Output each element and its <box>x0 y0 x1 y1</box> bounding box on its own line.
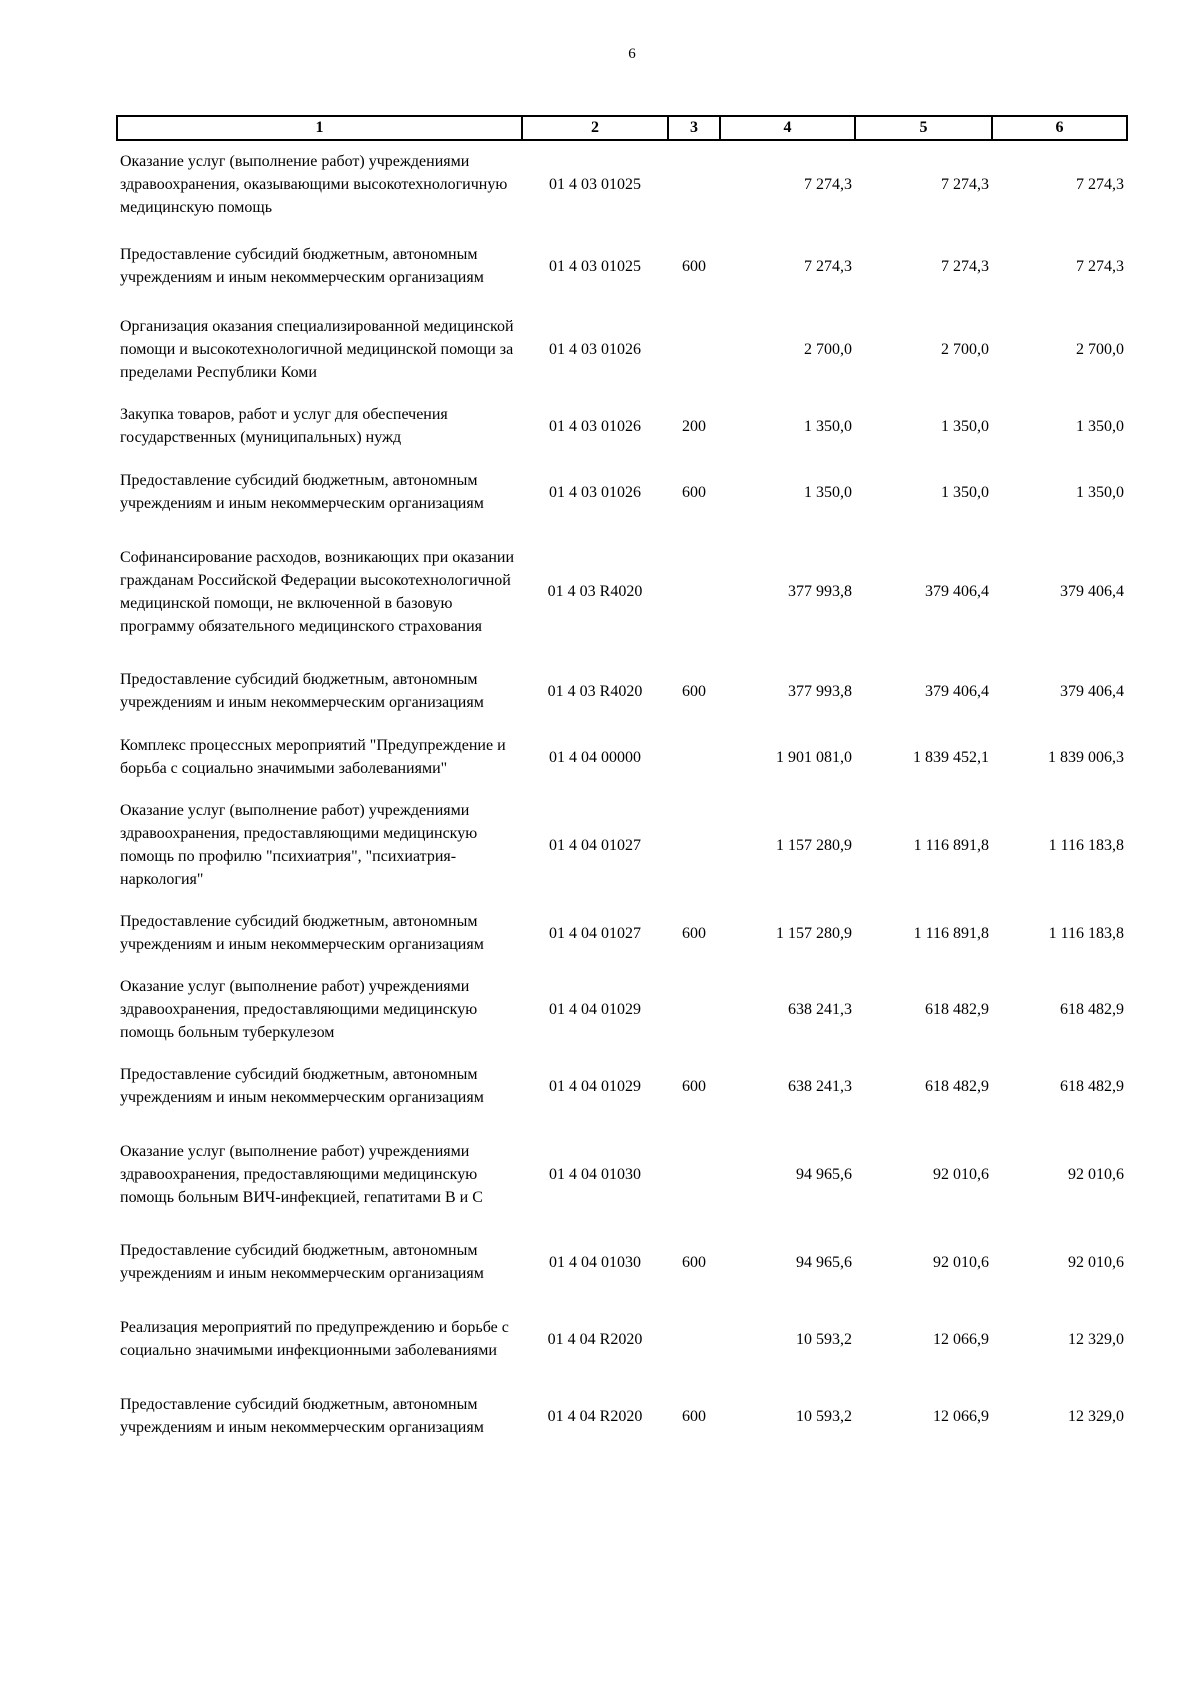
row-amount-col5: 7 274,3 <box>941 175 989 193</box>
table-row <box>117 1229 1127 1295</box>
table-row <box>117 227 1127 305</box>
table-row <box>117 1119 1127 1229</box>
row-name: Оказание услуг (выполнение работ) учреждениями здравоохранения, предоставляющими медицинскую помощь больным туберкулезом <box>120 978 478 1041</box>
row-amount-col4: 94 965,6 <box>796 1253 852 1271</box>
header-col-1: 1 <box>117 116 522 140</box>
row-amount-col6: 92 010,6 <box>1068 1165 1124 1183</box>
row-amount-col4: 1 157 280,9 <box>776 836 852 854</box>
row-target-code: 01 4 03 R4020 <box>547 583 643 600</box>
row-name: Софинансирование расходов, возникающих при оказании гражданам Российской Федерации высокотехнологичной медицинской помощи, не включенной в базовую программу обязательного медицинского страхования <box>120 548 515 635</box>
row-amount-col6: 1 116 183,8 <box>1048 924 1124 942</box>
row-name: Оказание услуг (выполнение работ) учреждениями здравоохранения, предоставляющими медицинскую помощь по профилю "психиатрия", "психиатрия-наркология" <box>120 802 478 888</box>
row-name: Закупка товаров, работ и услуг для обеспечения государственных (муниципальных) нужд <box>120 406 448 446</box>
row-amount-col6: 12 329,0 <box>1068 1330 1124 1348</box>
row-amount-col6: 379 406,4 <box>1060 583 1124 600</box>
row-amount-col5: 618 482,9 <box>925 1001 989 1018</box>
row-amount-col6: 92 010,6 <box>1068 1253 1124 1271</box>
row-amount-col6: 618 482,9 <box>1060 1077 1124 1095</box>
row-target-code: 01 4 04 01029 <box>549 1001 641 1018</box>
table-row <box>117 459 1127 525</box>
row-target-code: 01 4 04 R2020 <box>547 1330 643 1348</box>
row-expense-type <box>668 525 720 658</box>
table-row <box>117 966 1127 1053</box>
row-target-code: 01 4 03 R4020 <box>547 682 643 700</box>
row-target-code: 01 4 04 01029 <box>549 1077 641 1095</box>
row-expense-type: 200 <box>682 417 706 435</box>
row-amount-col6: 1 350,0 <box>1076 417 1124 435</box>
row-amount-col4: 7 274,3 <box>804 257 852 275</box>
row-amount-col4: 377 993,8 <box>788 583 852 600</box>
row-target-code: 01 4 03 01026 <box>549 417 641 435</box>
row-amount-col5: 1 116 891,8 <box>913 924 989 942</box>
table-row <box>117 393 1127 459</box>
row-name: Предоставление субсидий бюджетным, автономным учреждениям и иным некоммерческим организациям <box>120 1066 484 1106</box>
row-expense-type: 600 <box>682 924 706 942</box>
row-amount-col4: 1 350,0 <box>804 483 852 501</box>
row-expense-type <box>668 1295 720 1383</box>
row-amount-col5: 379 406,4 <box>925 583 989 600</box>
row-amount-col6: 379 406,4 <box>1060 682 1124 700</box>
row-expense-type: 600 <box>682 483 706 501</box>
row-target-code: 01 4 03 01026 <box>549 340 641 358</box>
row-name: Предоставление субсидий бюджетным, автономным учреждениям и иным некоммерческим организациям <box>120 1242 484 1282</box>
page-number: 6 <box>628 46 636 62</box>
row-name: Организация оказания специализированной медицинской помощи и высокотехнологичной медицинской помощи за пределами Республики Коми <box>120 317 514 381</box>
table-row <box>117 525 1127 658</box>
row-amount-col5: 618 482,9 <box>925 1077 989 1095</box>
header-col-6: 6 <box>992 116 1127 140</box>
table-body <box>117 140 1127 1449</box>
row-amount-col4: 638 241,3 <box>788 1077 852 1095</box>
row-expense-type <box>668 140 720 227</box>
row-amount-col4: 377 993,8 <box>788 682 852 700</box>
row-amount-col4: 94 965,6 <box>796 1165 852 1183</box>
row-amount-col5: 1 116 891,8 <box>913 836 989 854</box>
row-name: Предоставление субсидий бюджетным, автономным учреждениям и иным некоммерческим организациям <box>120 913 484 953</box>
row-target-code: 01 4 03 01025 <box>549 175 641 193</box>
row-target-code: 01 4 04 R2020 <box>547 1407 643 1425</box>
row-amount-col4: 10 593,2 <box>796 1330 852 1348</box>
row-target-code: 01 4 04 00000 <box>549 748 641 766</box>
row-name: Комплекс процессных мероприятий "Предупреждение и борьба с социально значимыми заболеваниями" <box>120 737 506 777</box>
row-name: Предоставление субсидий бюджетным, автономным учреждениям и иным некоммерческим организациям <box>120 246 484 286</box>
row-amount-col5: 7 274,3 <box>941 257 989 275</box>
row-amount-col5: 379 406,4 <box>925 682 989 700</box>
row-name: Предоставление субсидий бюджетным, автономным учреждениям и иным некоммерческим организациям <box>120 671 484 711</box>
table-row <box>117 658 1127 724</box>
table-row <box>117 900 1127 966</box>
row-amount-col4: 1 901 081,0 <box>776 748 852 766</box>
row-amount-col5: 1 350,0 <box>941 483 989 501</box>
row-expense-type <box>668 1119 720 1229</box>
table-row <box>117 724 1127 790</box>
table-row <box>117 1383 1127 1449</box>
row-amount-col5: 2 700,0 <box>941 340 989 358</box>
budget-table <box>116 115 1128 1449</box>
row-expense-type: 600 <box>682 682 706 700</box>
table-row <box>117 140 1127 227</box>
row-target-code: 01 4 04 01030 <box>549 1165 641 1183</box>
row-name: Предоставление субсидий бюджетным, автономным учреждениям и иным некоммерческим организациям <box>120 472 484 512</box>
row-expense-type <box>668 724 720 790</box>
header-col-3: 3 <box>668 116 720 140</box>
row-amount-col5: 1 350,0 <box>941 417 989 435</box>
row-amount-col4: 10 593,2 <box>796 1407 852 1425</box>
row-target-code: 01 4 04 01030 <box>549 1253 641 1271</box>
table-row <box>117 1295 1127 1383</box>
row-amount-col5: 12 066,9 <box>933 1407 989 1425</box>
header-col-5: 5 <box>855 116 992 140</box>
header-row <box>117 116 1127 140</box>
row-target-code: 01 4 03 01025 <box>549 257 641 275</box>
row-amount-col6: 618 482,9 <box>1060 1001 1124 1018</box>
row-amount-col5: 12 066,9 <box>933 1330 989 1348</box>
row-expense-type: 600 <box>682 1077 706 1095</box>
row-name: Реализация мероприятий по предупреждению и борьбе с социально значимыми инфекционными заболеваниями <box>120 1319 509 1359</box>
table-row <box>117 1053 1127 1119</box>
row-amount-col6: 12 329,0 <box>1068 1407 1124 1425</box>
row-amount-col6: 7 274,3 <box>1076 175 1124 193</box>
row-expense-type: 600 <box>682 1407 706 1425</box>
row-name: Оказание услуг (выполнение работ) учреждениями здравоохранения, предоставляющими медицинскую помощь больным ВИЧ-инфекцией, гепатитами В и С <box>120 1142 483 1206</box>
row-expense-type: 600 <box>682 1253 706 1271</box>
row-target-code: 01 4 03 01026 <box>549 483 641 501</box>
table-row <box>117 305 1127 393</box>
row-amount-col4: 7 274,3 <box>804 175 852 193</box>
row-amount-col6: 7 274,3 <box>1076 257 1124 275</box>
row-amount-col6: 1 839 006,3 <box>1048 748 1124 766</box>
row-name: Предоставление субсидий бюджетным, автономным учреждениям и иным некоммерческим организациям <box>120 1396 484 1436</box>
row-amount-col4: 638 241,3 <box>788 1001 852 1018</box>
row-amount-col5: 1 839 452,1 <box>913 748 989 766</box>
row-amount-col4: 2 700,0 <box>804 340 852 358</box>
row-amount-col4: 1 157 280,9 <box>776 924 852 942</box>
row-amount-col6: 2 700,0 <box>1076 340 1124 358</box>
row-expense-type <box>668 966 720 1053</box>
row-amount-col5: 92 010,6 <box>933 1253 989 1271</box>
row-name: Оказание услуг (выполнение работ) учреждениями здравоохранения, оказывающими высокотехнологичную медицинскую помощь <box>120 152 508 216</box>
row-expense-type <box>668 790 720 900</box>
header-col-4: 4 <box>720 116 855 140</box>
header-col-2: 2 <box>522 116 668 140</box>
row-amount-col4: 1 350,0 <box>804 417 852 435</box>
row-amount-col6: 1 350,0 <box>1076 483 1124 501</box>
row-expense-type <box>668 305 720 393</box>
row-amount-col6: 1 116 183,8 <box>1048 836 1124 854</box>
row-target-code: 01 4 04 01027 <box>549 924 641 942</box>
table-row <box>117 790 1127 900</box>
row-amount-col5: 92 010,6 <box>933 1165 989 1183</box>
row-target-code: 01 4 04 01027 <box>549 836 641 854</box>
row-expense-type: 600 <box>682 257 706 275</box>
